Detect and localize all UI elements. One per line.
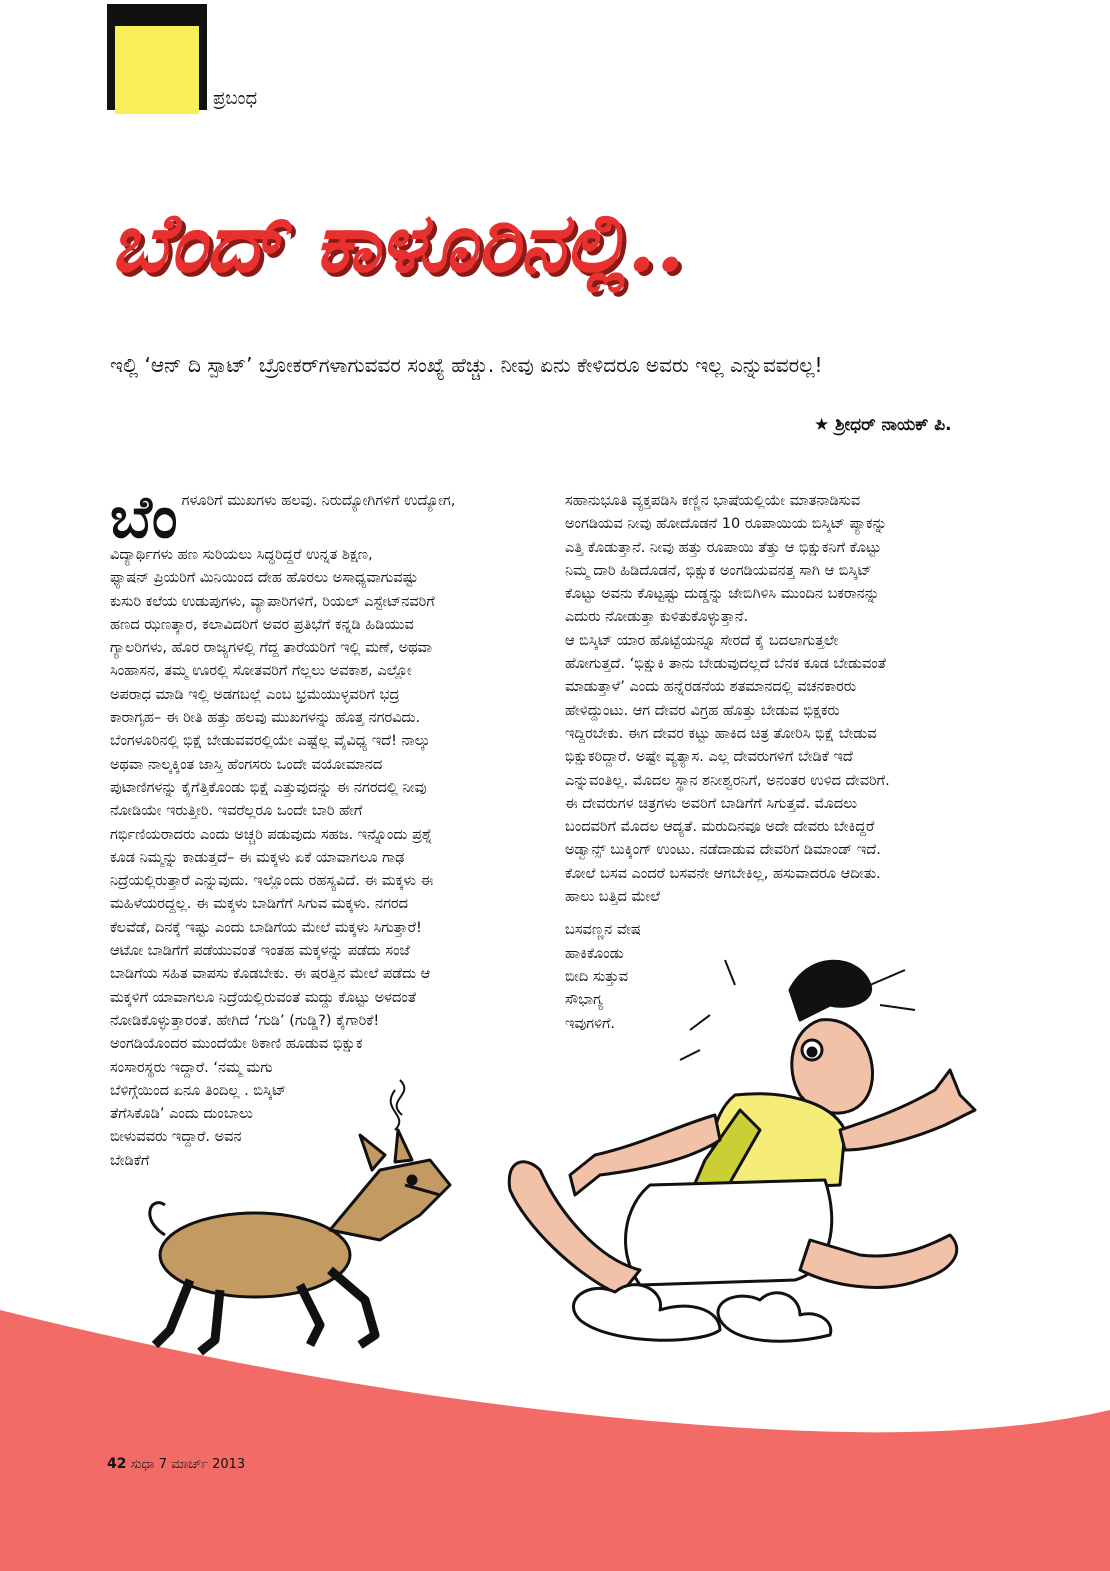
- paragraph-line: ಅಂಗಡಿಯೊಂದರ ಮುಂದೆಯೇ ಠಿಕಾಣಿ ಹೂಡುವ ಭಿಕ್ಷುಕ: [110, 1036, 363, 1053]
- dropcap: ಬೆಂ: [110, 483, 178, 551]
- paragraph-line: ಬೇಡಿಕೆಗೆ: [110, 1152, 150, 1169]
- paragraph-line: ಬೀಳುವವರು ಇದ್ದಾರೆ. ಅವನ: [110, 1129, 242, 1146]
- byline: ★ ಶ್ರೀಧರ್ ನಾಯಕ್ ಪಿ.: [814, 415, 952, 435]
- paragraph-line: ಆ ಬಿಸ್ಕಿಟ್ ಯಾರ ಹೊಟ್ಟೆಯನ್ನೂ ಸೇರದೆ ಕೈ ಬದಲಾಗುತ್ತಲೇ: [565, 632, 839, 649]
- paragraph-line: ಕುಸುರಿ ಕಲೆಯ ಉಡುಪುಗಳು, ವ್ಯಾಪಾರಿಗಳಿಗೆ, ರಿಯಲ್ ಎಸ್ಟೇಟ್‌ನವರಿಗೆ: [110, 593, 435, 610]
- paragraph-line: ಅಡ್ವಾನ್ಸ್ ಬುಕ್ಕಿಂಗ್ ಉಂಟು. ನಡೆದಾಡುವ ದೇವರಿಗೆ ಡಿಮಾಂಡ್ ಇದೆ.: [565, 842, 881, 859]
- paragraph-line: ಹಾಲು ಬತ್ತಿದ ಮೇಲೆ: [565, 889, 661, 906]
- paragraph-line: ಎತ್ತಿ ಕೊಡುತ್ತಾನೆ. ನೀವು ಹತ್ತು ರೂಪಾಯಿ ತೆತ್ತು ಆ ಭಿಕ್ಷುಕನಿಗೆ ಕೊಟ್ಟು: [565, 539, 882, 556]
- paragraph-line: ಕೊಟ್ಟು ಅವನು ಕೊಟ್ಟಷ್ಟು ದುಡ್ಡನ್ನು ಜೇಬಿಗಿಳಿಸಿ ಮುಂದಿನ ಬಕರಾನನ್ನು: [565, 586, 880, 603]
- paragraph-line: ಬಾಡಿಗೆಯ ಸಹಿತ ವಾಪಸು ಕೊಡಬೇಕು. ಈ ಷರತ್ತಿನ ಮೇಲೆ ಪಡೆದು ಆ: [110, 966, 431, 983]
- paragraph-line: ಸಹಾನುಭೂತಿ ವ್ಯಕ್ತಪಡಿಸಿ ಕಣ್ಣಿನ ಭಾಷೆಯಲ್ಲಿಯೇ ಮಾತನಾಡಿಸುವ: [565, 493, 861, 509]
- paragraph-line: ಮಹಿಳೆಯರದ್ದಲ್ಲ. ಈ ಮಕ್ಕಳು ಬಾಡಿಗೆಗೆ ಸಿಗುವ ಮಕ್ಕಳು. ನಗರದ: [110, 896, 408, 913]
- paragraph-line: ಪುಟಾಣಿಗಳನ್ನು ಕೈಗೆತ್ತಿಕೊಂಡು ಭಿಕ್ಷೆ ಎತ್ತುವುದನ್ನು ಈ ನಗರದಲ್ಲಿ ನೀವು: [110, 779, 427, 796]
- article-title: ಬೆಂದ್ ಕಾಳೂರಿನಲ್ಲಿ..: [110, 195, 685, 291]
- paragraph-line: ಅಥವಾ ನಾಲ್ಕಕ್ಕಿಂತ ಜಾಸ್ತಿ ಹೆಂಗಸರು ಒಂದೇ ವಯೋಮಾನದ: [110, 756, 383, 773]
- paragraph-line: ಇದ್ದಿರಬೇಕು. ಈಗ ದೇವರ ಕಟ್ಟು ಹಾಕಿದ ಚಿತ್ರ ತೋರಿಸಿ ಭಿಕ್ಷೆ ಬೇಡುವ: [565, 725, 877, 742]
- paragraph-line: ನೋಡಿಕೊಳ್ಳುತ್ತಾರಂತೆ. ಹೇಗಿದೆ ‘ಗುಡಿ’ (ಗುಡ್ಡಿ?) ಕೈಗಾರಿಕೆ!: [110, 1012, 380, 1029]
- red-band: [0, 1310, 1110, 1571]
- paragraph-line: ಹೇಳಿದ್ದುಂಟು. ಆಗ ದೇವರ ವಿಗ್ರಹ ಹೊತ್ತು ಬೇಡುವ ಭಿಕ್ಷಕರು: [565, 702, 840, 719]
- section-label: ಪ್ರಬಂಧ: [213, 88, 258, 109]
- article-dek: ಇಲ್ಲಿ ‘ಆನ್ ದಿ ಸ್ಪಾಟ್’ ಬ್ರೋಕರ್‌ಗಳಾಗುವವರ ಸಂಖ್ಯೆ ಹೆಚ್ಚು. ನೀವು ಏನು ಕೇಳಿದರೂ ಅವರು ಇಲ್ಲ ಎನ್ನುವವರಲ್ಲ!: [110, 353, 823, 377]
- paragraph-line: ಬಸವಣ್ಣನ ವೇಷ: [565, 922, 641, 939]
- paragraph-line: ಗ್ಯಾಲರಿಗಳು, ಹೊರ ರಾಜ್ಯಗಳಲ್ಲಿ ಗೆದ್ದ ತಾರೆಯರಿಗೆ ಇಲ್ಲಿ ಮಣೆ, ಅಥವಾ: [110, 640, 432, 657]
- paragraph-line: ಕೋಲೆ ಬಸವ ಎಂದರೆ ಬಸವನೇ ಆಗಬೇಕಿಲ್ಲ, ಹಸುವಾದರೂ ಆದೀತು.: [565, 865, 881, 882]
- page-footer: [107, 1456, 245, 1472]
- page-number: 42: [107, 1456, 127, 1472]
- paragraph-line: ಕೆಲವೆಡೆ, ದಿನಕ್ಕೆ ಇಷ್ಟು ಎಂದು ಬಾಡಿಗೆಯ ಮೇಲೆ ಮಕ್ಕಳು ಸಿಗುತ್ತಾರೆ!: [110, 919, 422, 936]
- paragraph-line: ಬೆಳಿಗ್ಗೆಯಿಂದ ಏನೂ ತಿಂದಿಲ್ಲ . ಬಿಸ್ಕಿಟ್: [110, 1082, 287, 1099]
- issue-date: 7 ಮಾರ್ಚ್ 2013: [158, 1457, 246, 1472]
- paragraph-line: ಗರ್ಭಿಣಿಯರಾದರು ಎಂದು ಅಚ್ಚರಿ ಪಡುವುದು ಸಹಜ. ಇನ್ನೊಂದು ಪ್ರಶ್ನೆ: [110, 826, 433, 843]
- paragraph-line: ಕಾರಾಗೃಹ– ಈ ರೀತಿ ಹತ್ತು ಹಲವು ಮುಖಗಳನ್ನು ಹೊತ್ತ ನಗರವಿದು.: [110, 710, 421, 727]
- paragraph-line: ಎನ್ನುವಂತಿಲ್ಲ. ಮೊದಲ ಸ್ಥಾನ ಶನೀಶ್ವರನಿಗೆ, ಅನಂತರ ಉಳಿದ ದೇವರಿಗೆ.: [565, 772, 890, 789]
- paragraph-line: ಫ್ಯಾಷನ್ ಪ್ರಿಯರಿಗೆ ಮಿನಿಯಿಂದ ದೇಹ ಹೊರಲು ಅಸಾಧ್ಯವಾಗುವಷ್ಟು: [110, 570, 419, 587]
- paragraph-line: ಬೆಂಗಳೂರಿನಲ್ಲಿ ಭಿಕ್ಷೆ ಬೇಡುವವರಲ್ಲಿಯೇ ಎಷ್ಟೆಲ್ಲ ವೈವಿಧ್ಯ ಇದೆ! ನಾಲ್ಕು: [110, 733, 431, 750]
- magazine-name: ಸುಧಾ: [130, 1457, 155, 1472]
- running-man-drawing: [509, 960, 975, 1341]
- paragraph-line: ಸಿಂಹಾಸನ, ತಮ್ಮ ಊರಲ್ಲಿ ಸೋತವರಿಗೆ ಗೆಲ್ಲಲು ಅವಕಾಶ, ಎಲ್ಲೋ: [110, 663, 412, 680]
- paragraph-line: ಹಣದ ಝಣತ್ಕಾರ, ಕಲಾವಿದರಿಗೆ ಅವರ ಪ್ರತಿಭೆಗೆ ಕನ್ನಡಿ ಹಿಡಿಯುವ: [110, 616, 414, 633]
- paragraph-line: ಬಂದವರಿಗೆ ಮೊದಲ ಆದ್ಯತೆ. ಮರುದಿನವೂ ಅದೇ ದೇವರು ಬೇಕಿದ್ದರೆ: [565, 819, 875, 836]
- paragraph-line: ಮಕ್ಕಳಿಗೆ ಯಾವಾಗಲೂ ನಿದ್ರೆಯಲ್ಲಿರುವಂತೆ ಮದ್ದು ಕೊಟ್ಟು ಅಳದಂತೆ: [110, 989, 417, 1006]
- dog-drawing: [150, 1080, 450, 1352]
- paragraph-line: ಅಪರಾಧ ಮಾಡಿ ಇಲ್ಲಿ ಅಡಗಬಲ್ಲೆ ಎಂಬ ಭ್ರಮೆಯುಳ್ಳವರಿಗೆ ಭದ್ರ: [110, 686, 400, 703]
- paragraph-line: ಭಿಕ್ಷುಕರಿದ್ದಾರೆ. ಅಷ್ಟೇ ವ್ಯತ್ಯಾಸ. ಎಲ್ಲ ದೇವರುಗಳಿಗೆ ಬೇಡಿಕೆ ಇದೆ: [565, 749, 853, 766]
- paragraph-line: ಗಳೂರಿಗೆ ಮುಖಗಳು ಹಲವು. ನಿರುದ್ಯೋಗಿಗಳಿಗೆ ಉದ್ಯೋಗ,: [181, 493, 456, 509]
- paragraph-line: ನಿದ್ರೆಯಲ್ಲಿರುತ್ತಾರೆ ಎನ್ನುವುದು. ಇಲ್ಲೊಂದು ರಹಸ್ಯವಿದೆ. ಈ ಮಕ್ಕಳು ಈ: [110, 873, 434, 890]
- paragraph-line: ಎದುರು ನೋಡುತ್ತಾ ಕುಳಿತುಕೊಳ್ಳುತ್ತಾನೆ.: [565, 609, 749, 626]
- paragraph-line: ನಿಮ್ಮ ದಾರಿ ಹಿಡಿದೊಡನೆ, ಭಿಕ್ಷುಕ ಅಂಗಡಿಯವನತ್ತ ಸಾಗಿ ಆ ಬಿಸ್ಕಿಟ್: [565, 562, 872, 579]
- paragraph-line: ಮಾಡುತ್ತಾಳೆ’ ಎಂದು ಹನ್ನೆರಡನೆಯ ಶತಮಾನದಲ್ಲಿ ವಚನಕಾರರು: [565, 679, 857, 696]
- paragraph-line: ವಿದ್ಯಾರ್ಥಿಗಳು ಹಣ ಸುರಿಯಲು ಸಿದ್ಧರಿದ್ದರೆ ಉನ್ನತ ಶಿಕ್ಷಣ,: [110, 547, 373, 563]
- paragraph-line: ಆಟೋ ಬಾಡಿಗೆಗೆ ಪಡೆಯುವಂತೆ ಇಂತಹ ಮಕ್ಕಳನ್ನು ಪಡೆದು ಸಂಜೆ: [110, 943, 410, 960]
- paragraph-line: ತೆಗೆಸಿಕೊಡಿ’ ಎಂದು ದುಂಬಾಲು: [110, 1106, 253, 1123]
- paragraph-line: ಹೋಗುತ್ತದೆ. ‘ಭಿಕ್ಷುಕಿ ತಾನು ಬೇಡುವುದಲ್ಲದೆ ಬೆನಕ ಕೂಡ ಬೇಡುವಂತೆ: [565, 656, 886, 673]
- paragraph-line: ಈ ದೇವರುಗಳ ಚಿತ್ರಗಳು ಅವರಿಗೆ ಬಾಡಿಗೆಗೆ ಸಿಗುತ್ತವೆ. ಮೊದಲು: [565, 795, 858, 812]
- paragraph-line: ಬೀದಿ ಸುತ್ತುವ: [565, 968, 629, 985]
- paragraph-line: ಕೂಡ ನಿಮ್ಮನ್ನು ಕಾಡುತ್ತದೆ– ಈ ಮಕ್ಕಳು ಏಕೆ ಯಾವಾಗಲೂ ಗಾಢ: [110, 849, 405, 866]
- paragraph-line: ಸೌಭಾಗ್ಯ: [565, 992, 603, 1009]
- paragraph-line: ಹಾಕಿಕೊಂಡು: [565, 945, 624, 962]
- paragraph-line: ಅಂಗಡಿಯವ ನೀವು ಹೋದೊಡನೆ 10 ರೂಪಾಯಿಯ ಬಿಸ್ಕಿಟ್ ಪ್ಯಾಕನ್ನು: [565, 516, 888, 533]
- paragraph-line: ನೋಡಿಯೇ ಇರುತ್ತೀರಿ. ಇವರೆಲ್ಲರೂ ಒಂದೇ ಬಾರಿ ಹೇಗೆ: [110, 803, 363, 820]
- paragraph-line: ಇವುಗಳಿಗೆ.: [565, 1015, 616, 1032]
- paragraph-line: ಸಂಸಾರಸ್ಥರು ಇದ್ದಾರೆ. ‘ನಮ್ಮ ಮಗು: [110, 1059, 273, 1076]
